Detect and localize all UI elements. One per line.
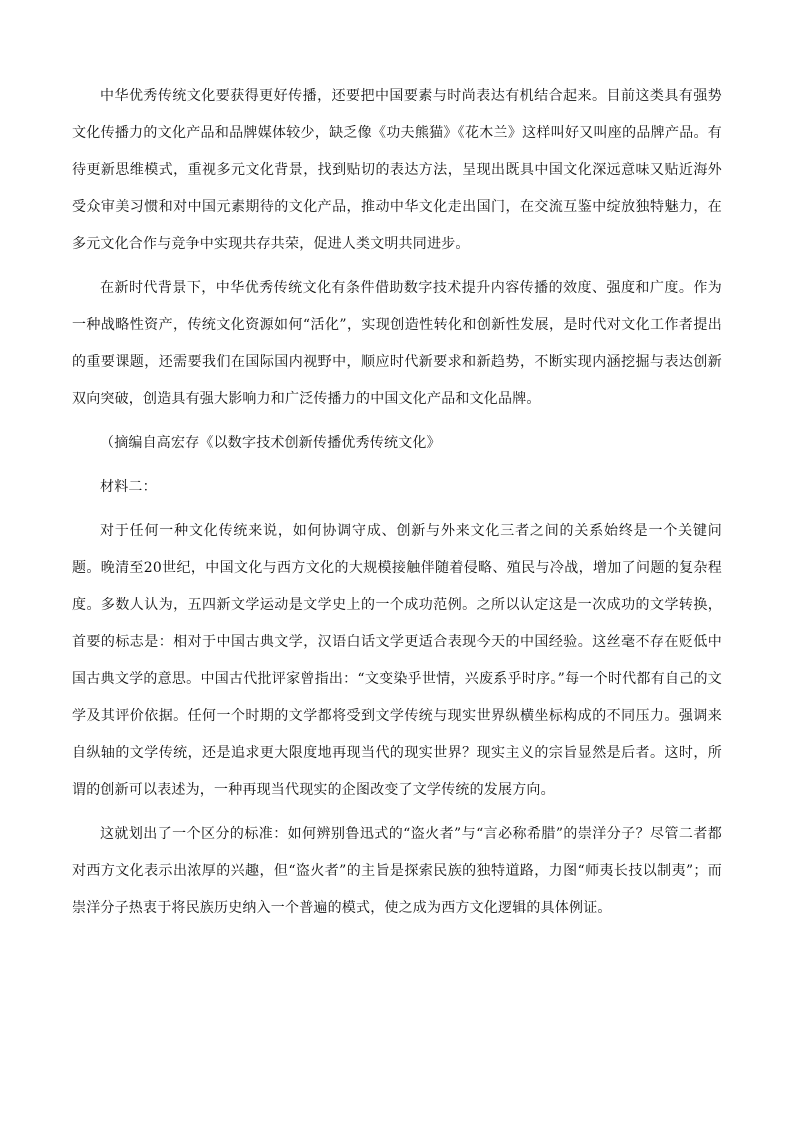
source-citation: （摘编自高宏存《以数字技术创新传播优秀传统文化》	[100, 435, 441, 451]
document-body	[72, 78, 722, 934]
paragraph-2: 在新时代背景下，中华优秀传统文化有条件借助数字技术提升内容传播的效度、强度和广度。作为一种战略性资产，传统文化资源如何“活化”，实现创造性转化和创新性发展，是时代对文化工作者提出的重要课题，还需要我们在国际国内视野中，顺应时代新要求和新趋势，不断实现内涵挖掘与表达创新双向突破，创造具有强大影响力和广泛传播力的中国文化产品和文化品牌。	[72, 280, 722, 407]
section-heading-material-two: 材料二：	[100, 479, 157, 495]
paragraph-3: 对于任何一种文化传统来说，如何协调守成、创新与外来文化三者之间的关系始终是一个关键问题。晚清至20世纪，中国文化与西方文化的大规模接触伴随着侵略、殖民与冷战，增加了问题的复杂程度。多数人认为，五四新文学运动是文学史上的一个成功范例。之所以认定这是一次成功的文学转换，首要的标志是：相对于中国古典文学，汉语白话文学更适合表现今天的中国经验。这丝毫不存在贬低中国古典文学的意思。中国古代批评家曾指出：“文变染乎世情，兴废系乎时序。”每一个时代都有自己的文学及其评价依据。任何一个时期的文学都将受到文学传统与现实世界纵横坐标构成的不同压力。强调来自纵轴的文学传统，还是追求更大限度地再现当代的现实世界？现实主义的宗旨显然是后者。这时，所谓的创新可以表述为，一种再现当代现实的企图改变了文学传统的发展方向。	[72, 523, 722, 798]
paragraph-4: 这就划出了一个区分的标准：如何辨别鲁迅式的“盗火者”与“言必称希腊”的崇洋分子？尽管二者都对西方文化表示出浓厚的兴趣，但“盗火者”的主旨是探索民族的独特道路，力图“师夷长技以制夷”；而崇洋分子热衷于将民族历史纳入一个普遍的模式，使之成为西方文化逻辑的具体例证。	[72, 826, 722, 916]
paragraph-1: 中华优秀传统文化要获得更好传播，还要把中国要素与时尚表达有机结合起来。目前这类具有强势文化传播力的文化产品和品牌媒体较少，缺乏像《功夫熊猫》《花木兰》这样叫好又叫座的品牌产品。有待更新思维模式，重视多元文化背景，找到贴切的表达方法，呈现出既具中国文化深远意味又贴近海外受众审美习惯和对中国元素期待的文化产品，推动中华文化走出国门，在交流互鉴中绽放独特魅力，在多元文化合作与竞争中实现共存共荣，促进人类文明共同进步。	[72, 88, 722, 252]
